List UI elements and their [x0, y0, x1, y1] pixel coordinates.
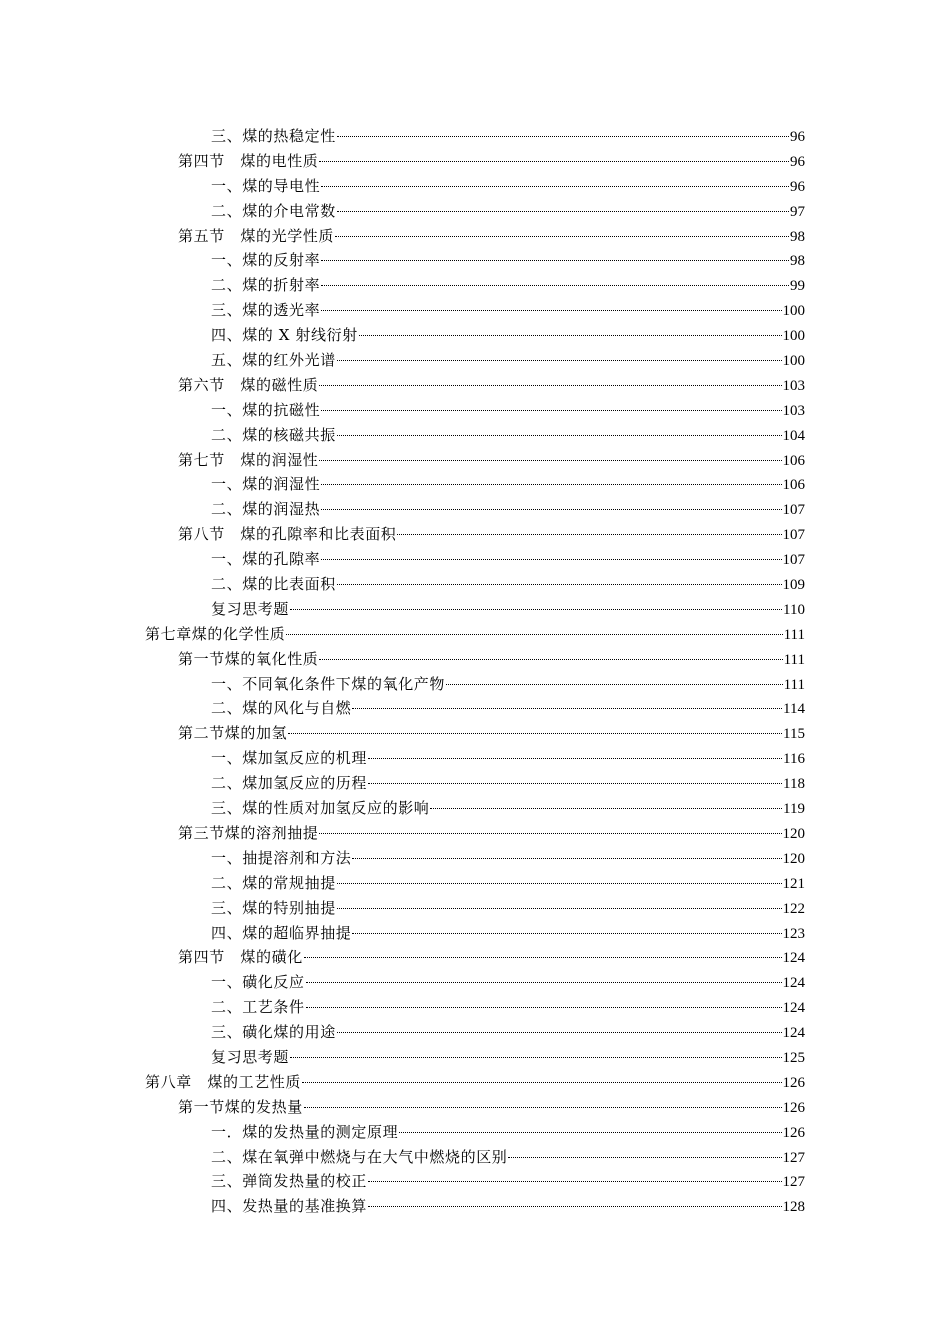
toc-entry-title: 一、煤的润湿性	[211, 475, 321, 494]
toc-entry-page-number: 119	[783, 801, 805, 818]
toc-entry-page-number: 103	[782, 377, 805, 394]
dot-leader	[321, 310, 781, 311]
toc-entry[interactable]	[0, 199, 950, 224]
toc-entry-page-number: 121	[782, 875, 805, 892]
toc-entry-page-number: 109	[782, 577, 805, 594]
dot-leader	[304, 1107, 782, 1108]
toc-entry[interactable]	[0, 298, 950, 323]
toc-entry-title: 一、煤的导电性	[211, 176, 321, 195]
dot-leader	[337, 1032, 782, 1033]
toc-entry-page-number: 111	[783, 651, 805, 668]
toc-entry-title: 二、煤的介电常数	[211, 201, 336, 220]
dot-leader	[508, 1157, 781, 1158]
toc-entry[interactable]	[0, 622, 950, 647]
toc-entry-title: 第一节煤的发热量	[178, 1097, 303, 1116]
toc-entry-page-number: 111	[783, 676, 805, 693]
toc-entry[interactable]	[0, 1169, 950, 1194]
toc-entry[interactable]	[0, 174, 950, 199]
toc-entry-title: 四、煤的 X 射线衍射	[211, 326, 358, 345]
toc-entry[interactable]	[0, 721, 950, 746]
toc-entry-page-number: 111	[783, 626, 805, 643]
toc-entry-page-number: 123	[782, 925, 805, 942]
toc-entry-page-number: 106	[782, 452, 805, 469]
toc-entry[interactable]	[0, 696, 950, 721]
toc-entry-page-number: 96	[790, 129, 805, 145]
toc-entry[interactable]	[0, 1045, 950, 1070]
toc-entry-title: 二、煤的核磁共振	[211, 425, 336, 444]
dot-leader	[337, 360, 782, 361]
toc-entry-title: 第七章煤的化学性质	[145, 624, 286, 643]
dot-leader	[306, 1007, 782, 1008]
toc-entry[interactable]	[0, 1194, 950, 1219]
toc-entry-title: 第二节煤的加氢	[178, 724, 288, 743]
toc-entry-page-number: 116	[783, 751, 805, 768]
toc-entry-title: 一、煤的抗磁性	[211, 400, 321, 419]
toc-entry-title: 二、煤在氧弹中燃烧与在大气中燃烧的区别	[211, 1147, 508, 1166]
toc-entry[interactable]	[0, 1120, 950, 1145]
toc-entry[interactable]	[0, 995, 950, 1020]
toc-entry[interactable]	[0, 224, 950, 249]
toc-entry-page-number: 104	[782, 427, 805, 444]
toc-entry-page-number: 100	[782, 353, 805, 370]
toc-entry-title: 第八节 煤的孔隙率和比表面积	[178, 525, 397, 544]
dot-leader	[304, 957, 782, 958]
toc-entry-page-number: 126	[782, 1099, 805, 1116]
toc-entry[interactable]	[0, 746, 950, 771]
toc-entry[interactable]	[0, 273, 950, 298]
toc-entry-title: 三、煤的透光率	[211, 301, 321, 320]
toc-entry-page-number: 107	[782, 527, 805, 544]
dot-leader	[337, 136, 789, 137]
dot-leader	[321, 410, 781, 411]
toc-entry[interactable]	[0, 821, 950, 846]
toc-entry-title: 二、煤的润湿热	[211, 500, 321, 519]
toc-entry-title: 第六节 煤的磁性质	[178, 375, 319, 394]
toc-entry-title: 一、不同氧化条件下煤的氧化产物	[211, 674, 446, 693]
toc-entry[interactable]	[0, 846, 950, 871]
toc-entry-title: 一．煤的发热量的测定原理	[211, 1122, 399, 1141]
toc-entry[interactable]	[0, 1095, 950, 1120]
toc-entry-page-number: 99	[790, 278, 805, 295]
toc-entry-title: 二、煤加氢反应的历程	[211, 774, 368, 793]
toc-entry[interactable]	[0, 149, 950, 174]
dot-leader	[368, 783, 782, 784]
toc-entry-title: 一、煤的反射率	[211, 251, 321, 270]
toc-entry-title: 四、煤的超临界抽提	[211, 923, 352, 942]
toc-entry-page-number: 97	[790, 203, 805, 220]
toc-entry-page-number: 98	[790, 253, 805, 270]
toc-entry-page-number: 127	[782, 1149, 805, 1166]
toc-entry[interactable]	[0, 323, 950, 348]
dot-leader	[337, 584, 782, 585]
toc-entry-title: 复习思考题	[211, 1047, 290, 1066]
toc-entry-page-number: 127	[782, 1174, 805, 1191]
dot-leader	[337, 908, 782, 909]
dot-leader	[321, 509, 781, 510]
dot-leader	[337, 435, 782, 436]
dot-leader	[430, 808, 782, 809]
toc-entry-title: 三、弹筒发热量的校正	[211, 1172, 368, 1191]
toc-entry-page-number: 98	[790, 228, 805, 245]
toc-entry[interactable]	[0, 970, 950, 995]
dot-leader	[319, 161, 789, 162]
dot-leader	[352, 708, 782, 709]
table-of-contents	[0, 124, 950, 1219]
toc-entry[interactable]	[0, 597, 950, 622]
dot-leader	[290, 1057, 781, 1058]
toc-entry-page-number: 100	[782, 303, 805, 320]
toc-entry-title: 二、煤的常规抽提	[211, 873, 336, 892]
toc-entry-page-number: 124	[782, 975, 805, 992]
dot-leader	[321, 186, 789, 187]
dot-leader	[319, 385, 781, 386]
dot-leader	[321, 285, 789, 286]
toc-entry-title: 三、煤的性质对加氢反应的影响	[211, 799, 430, 818]
dot-leader	[359, 335, 782, 336]
toc-entry-page-number: 115	[783, 726, 805, 743]
toc-entry-title: 三、磺化煤的用途	[211, 1023, 336, 1042]
toc-entry[interactable]	[0, 547, 950, 572]
toc-entry-title: 第七节 煤的润湿性	[178, 450, 319, 469]
toc-entry-page-number: 107	[782, 552, 805, 569]
toc-entry-page-number: 124	[782, 1000, 805, 1017]
toc-entry-title: 一、煤加氢反应的机理	[211, 749, 368, 768]
toc-entry-page-number: 118	[783, 776, 805, 793]
toc-entry-page-number: 106	[782, 477, 805, 494]
toc-entry-title: 第八章 煤的工艺性质	[145, 1072, 302, 1091]
dot-leader	[319, 659, 782, 660]
dot-leader	[352, 858, 781, 859]
dot-leader	[321, 559, 781, 560]
toc-entry[interactable]	[0, 796, 950, 821]
dot-leader	[337, 211, 789, 212]
dot-leader	[319, 460, 781, 461]
toc-entry-title: 五、煤的红外光谱	[211, 351, 336, 370]
dot-leader	[352, 933, 781, 934]
dot-leader	[321, 484, 781, 485]
dot-leader	[335, 236, 789, 237]
toc-entry-page-number: 122	[782, 900, 805, 917]
toc-entry[interactable]	[0, 497, 950, 522]
toc-entry-title: 二、煤的比表面积	[211, 575, 336, 594]
dot-leader	[397, 534, 781, 535]
dot-leader	[368, 1206, 781, 1207]
toc-entry-page-number: 110	[783, 601, 805, 618]
toc-entry-title: 第一节煤的氧化性质	[178, 649, 319, 668]
dot-leader	[302, 1082, 781, 1083]
dot-leader	[286, 634, 782, 635]
toc-entry[interactable]	[0, 398, 950, 423]
toc-entry[interactable]	[0, 921, 950, 946]
dot-leader	[306, 982, 782, 983]
dot-leader	[368, 1181, 781, 1182]
dot-leader	[319, 833, 781, 834]
toc-entry-page-number: 96	[790, 178, 805, 195]
toc-entry[interactable]	[0, 871, 950, 896]
toc-entry-page-number: 120	[782, 850, 805, 867]
toc-entry[interactable]	[0, 248, 950, 273]
toc-entry[interactable]	[0, 945, 950, 970]
toc-entry-title: 一、抽提溶剂和方法	[211, 848, 352, 867]
toc-entry-page-number: 96	[790, 153, 805, 170]
toc-entry-page-number: 124	[782, 1025, 805, 1042]
toc-entry-title: 一、煤的孔隙率	[211, 550, 321, 569]
toc-entry-page-number: 100	[782, 328, 805, 345]
toc-entry[interactable]	[0, 373, 950, 398]
toc-entry-page-number: 125	[782, 1049, 805, 1066]
toc-entry-page-number: 126	[782, 1074, 805, 1091]
toc-entry[interactable]	[0, 1070, 950, 1095]
toc-entry[interactable]	[0, 124, 950, 149]
dot-leader	[288, 733, 782, 734]
toc-entry-title: 第四节 煤的电性质	[178, 151, 319, 170]
toc-entry[interactable]	[0, 522, 950, 547]
toc-entry-page-number: 120	[782, 825, 805, 842]
toc-entry-page-number: 103	[782, 402, 805, 419]
toc-entry[interactable]	[0, 448, 950, 473]
toc-entry-title: 第三节煤的溶剂抽提	[178, 823, 319, 842]
toc-entry-title: 二、煤的风化与自燃	[211, 699, 352, 718]
toc-entry-title: 第四节 煤的磺化	[178, 948, 303, 967]
dot-leader	[290, 609, 782, 610]
toc-entry-title: 三、煤的特别抽提	[211, 898, 336, 917]
toc-entry[interactable]	[0, 348, 950, 373]
dot-leader	[399, 1132, 781, 1133]
toc-entry-title: 三、煤的热稳定性	[211, 127, 336, 145]
toc-entry-title: 第五节 煤的光学性质	[178, 226, 335, 245]
toc-entry-title: 一、磺化反应	[211, 973, 305, 992]
dot-leader	[446, 684, 783, 685]
dot-leader	[337, 883, 782, 884]
toc-entry-page-number: 107	[782, 502, 805, 519]
toc-entry[interactable]	[0, 572, 950, 597]
toc-entry-title: 复习思考题	[211, 599, 290, 618]
dot-leader	[368, 758, 782, 759]
toc-entry[interactable]	[0, 423, 950, 448]
toc-entry[interactable]	[0, 771, 950, 796]
toc-entry[interactable]	[0, 1145, 950, 1170]
toc-entry-title: 二、工艺条件	[211, 998, 305, 1017]
toc-entry[interactable]	[0, 896, 950, 921]
toc-entry[interactable]	[0, 1020, 950, 1045]
toc-entry-page-number: 124	[782, 950, 805, 967]
toc-entry[interactable]	[0, 472, 950, 497]
toc-entry-page-number: 126	[782, 1124, 805, 1141]
toc-entry[interactable]	[0, 672, 950, 697]
dot-leader	[321, 260, 789, 261]
toc-entry-page-number: 128	[782, 1199, 805, 1216]
toc-entry[interactable]	[0, 647, 950, 672]
toc-entry-title: 四、发热量的基准换算	[211, 1197, 368, 1216]
toc-entry-title: 二、煤的折射率	[211, 276, 321, 295]
toc-entry-page-number: 114	[783, 701, 805, 718]
